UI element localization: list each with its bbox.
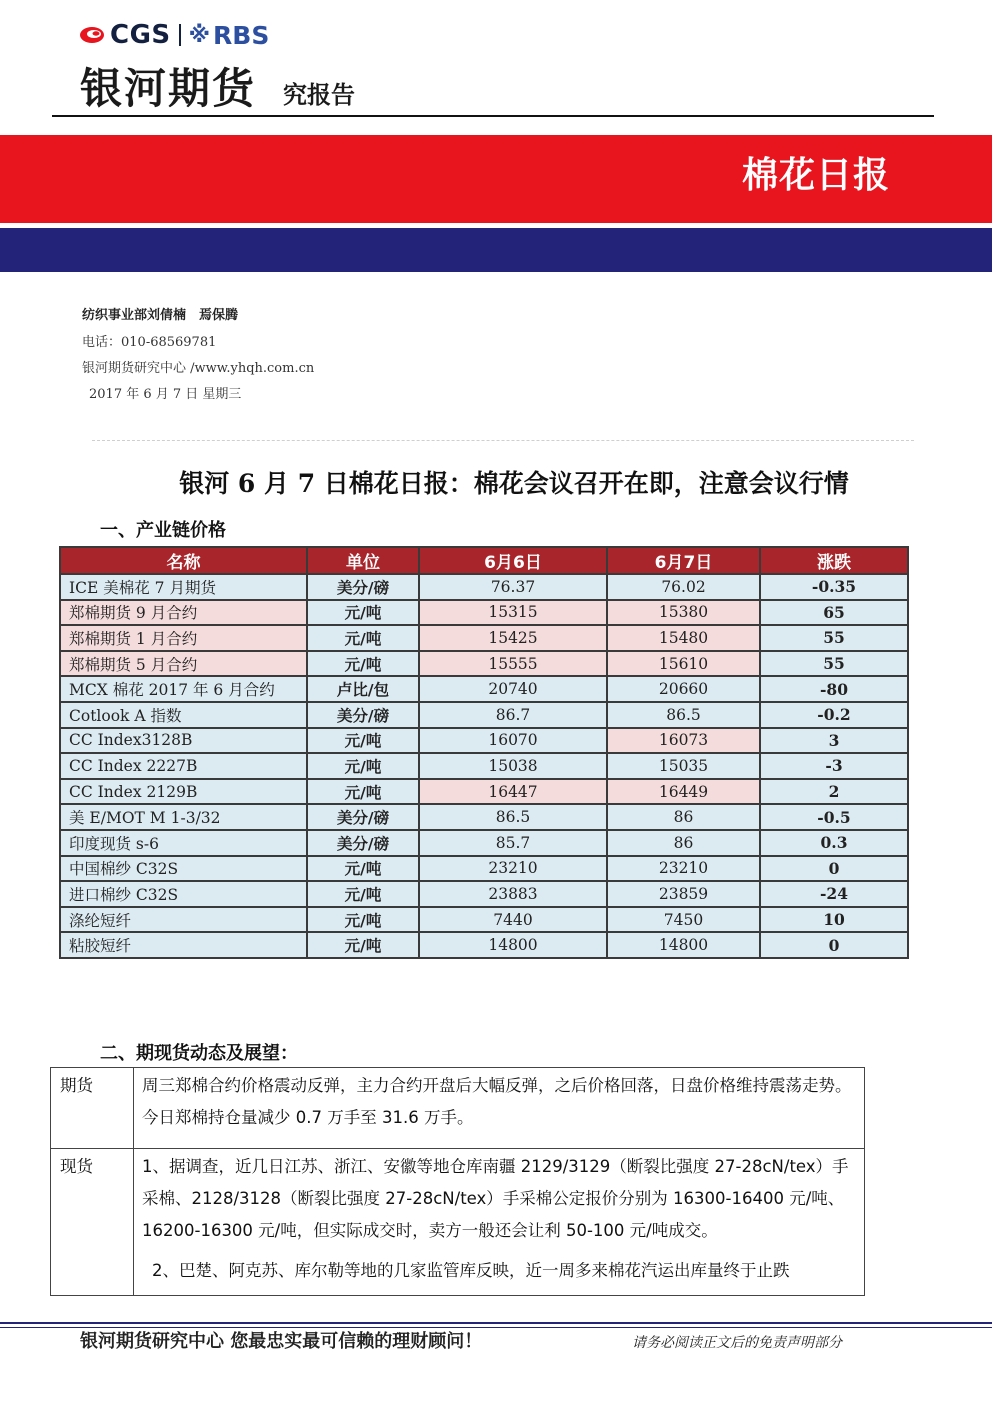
brand-rbs: RBS — [213, 20, 270, 50]
row-value-jun6: 23210 — [419, 856, 607, 882]
footer-disclaimer-note: 请务必阅读正文后的免责声明部分 — [632, 1335, 842, 1351]
table-row — [60, 804, 908, 830]
spot-paragraph-2: 2、巴楚、阿克苏、库尔勒等地的几家监管库反映，近一周多来棉花汽运出库量终于止跌 — [152, 1261, 790, 1280]
row-change: 65 — [760, 600, 908, 626]
row-name: 涤纶短纤 — [60, 907, 307, 933]
row-change: -0.35 — [760, 574, 908, 600]
table-row — [60, 600, 908, 626]
dashed-divider — [92, 440, 914, 441]
row-unit: 美分/磅 — [307, 804, 419, 830]
row-value-jun6: 85.7 — [419, 830, 607, 856]
author-dept: 纺织事业部刘倩楠 焉保腾 — [82, 308, 239, 323]
row-unit: 美分/磅 — [307, 702, 419, 728]
row-name: 郑棉期货 9 月合约 — [60, 600, 307, 626]
brand-cgs: CGS — [110, 20, 171, 50]
column-header: 单位 — [307, 547, 419, 574]
table-row — [60, 651, 908, 677]
row-name: MCX 棉花 2017 年 6 月合约 — [60, 676, 307, 702]
column-header: 6月7日 — [607, 547, 760, 574]
table-row — [60, 676, 908, 702]
row-unit: 元/吨 — [307, 728, 419, 754]
banner-title: 棉花日报 — [741, 155, 890, 196]
row-unit: 元/吨 — [307, 651, 419, 677]
table-row — [60, 856, 908, 882]
table-row — [60, 881, 908, 907]
row-value-jun7: 16449 — [607, 779, 760, 805]
row-value-jun7: 76.02 — [607, 574, 760, 600]
research-center-link[interactable]: 银河期货研究中心 /www.yhqh.com.cn — [82, 361, 315, 376]
brand-name-cn: 银河期货 — [80, 64, 257, 113]
spot-label: 现货 — [51, 1149, 134, 1296]
row-change: -24 — [760, 881, 908, 907]
footer-rule — [0, 1322, 992, 1324]
row-unit: 元/吨 — [307, 600, 419, 626]
table-row — [60, 830, 908, 856]
row-name: CC Index 2227B — [60, 753, 307, 779]
row-value-jun6: 15555 — [419, 651, 607, 677]
row-name: 郑棉期货 1 月合约 — [60, 625, 307, 651]
row-value-jun6: 76.37 — [419, 574, 607, 600]
row-unit: 元/吨 — [307, 779, 419, 805]
row-value-jun7: 86 — [607, 804, 760, 830]
spot-paragraph-1: 1、据调查，近几日江苏、浙江、安徽等地仓库南疆 2129/3129（断裂比强度 27-28cN/tex）手采棉、2128/3128（断裂比强度 27-28cN/tex）手采棉公定报价分别为 16300-16400 元/吨、16200-16300 元/吨，但实际成交时，卖方一般还会让利 50-100 元/吨成交。 — [142, 1157, 849, 1240]
row-name: 印度现货 s-6 — [60, 830, 307, 856]
section-heading-prices: 一、产业链价格 — [100, 520, 226, 541]
row-unit: 美分/磅 — [307, 830, 419, 856]
spot-commentary — [134, 1149, 865, 1296]
row-unit: 元/吨 — [307, 753, 419, 779]
row-name: CC Index 2129B — [60, 779, 307, 805]
row-change: -80 — [760, 676, 908, 702]
column-header: 名称 — [60, 547, 307, 574]
author-phone: 电话：010-68569781 — [82, 335, 217, 350]
outlook-table — [50, 1067, 865, 1296]
row-value-jun6: 15038 — [419, 753, 607, 779]
row-change: -3 — [760, 753, 908, 779]
price-table — [59, 546, 909, 959]
row-name: 中国棉纱 C32S — [60, 856, 307, 882]
row-value-jun6: 20740 — [419, 676, 607, 702]
row-change: 55 — [760, 651, 908, 677]
row-name: ICE 美棉花 7 月期货 — [60, 574, 307, 600]
row-unit: 元/吨 — [307, 625, 419, 651]
row-value-jun6: 15315 — [419, 600, 607, 626]
banner-stripe — [0, 228, 992, 272]
row-value-jun7: 7450 — [607, 907, 760, 933]
row-value-jun7: 86.5 — [607, 702, 760, 728]
row-value-jun6: 86.7 — [419, 702, 607, 728]
row-change: 0 — [760, 856, 908, 882]
row-value-jun7: 86 — [607, 830, 760, 856]
row-name: 美 E/MOT M 1-3/32 — [60, 804, 307, 830]
row-value-jun7: 23210 — [607, 856, 760, 882]
row-name: CC Index3128B — [60, 728, 307, 754]
header-divider — [52, 115, 934, 117]
row-value-jun6: 14800 — [419, 932, 607, 958]
table-row — [60, 702, 908, 728]
table-row — [60, 779, 908, 805]
row-change: 0 — [760, 932, 908, 958]
row-value-jun7: 20660 — [607, 676, 760, 702]
logo — [78, 18, 269, 52]
report-date: 2017 年 6 月 7 日 星期三 — [89, 387, 242, 402]
row-change: 2 — [760, 779, 908, 805]
row-name: 进口棉纱 C32S — [60, 881, 307, 907]
row-change: -0.5 — [760, 804, 908, 830]
row-value-jun6: 86.5 — [419, 804, 607, 830]
row-name: 粘胶短纤 — [60, 932, 307, 958]
row-unit: 元/吨 — [307, 856, 419, 882]
row-unit: 卢比/包 — [307, 676, 419, 702]
cgs-swirl-icon — [78, 24, 106, 46]
futures-label: 期货 — [51, 1068, 134, 1149]
table-row — [60, 728, 908, 754]
table-header-row — [60, 547, 908, 574]
row-value-jun6: 7440 — [419, 907, 607, 933]
row-change: 55 — [760, 625, 908, 651]
row-value-jun6: 16070 — [419, 728, 607, 754]
row-name: Cotlook A 指数 — [60, 702, 307, 728]
row-value-jun7: 23859 — [607, 881, 760, 907]
row-change: 10 — [760, 907, 908, 933]
rbs-mark-icon: ※ — [188, 22, 211, 48]
footer-slogan: 银河期货研究中心 您最忠实最可信赖的理财顾问！ — [80, 1331, 483, 1352]
row-unit: 元/吨 — [307, 932, 419, 958]
row-value-jun7: 15610 — [607, 651, 760, 677]
table-row — [60, 907, 908, 933]
brand-separator — [179, 24, 181, 46]
row-value-jun6: 16447 — [419, 779, 607, 805]
row-unit: 元/吨 — [307, 907, 419, 933]
table-row — [60, 625, 908, 651]
row-value-jun7: 15480 — [607, 625, 760, 651]
table-row — [60, 932, 908, 958]
row-value-jun7: 15380 — [607, 600, 760, 626]
row-value-jun6: 15425 — [419, 625, 607, 651]
table-row — [60, 753, 908, 779]
table-row — [51, 1149, 865, 1296]
table-row — [60, 574, 908, 600]
row-value-jun7: 15035 — [607, 753, 760, 779]
row-change: 0.3 — [760, 830, 908, 856]
row-name: 郑棉期货 5 月合约 — [60, 651, 307, 677]
row-unit: 元/吨 — [307, 881, 419, 907]
column-header: 6月6日 — [419, 547, 607, 574]
row-change: 3 — [760, 728, 908, 754]
futures-commentary: 周三郑棉合约价格震动反弹，主力合约开盘后大幅反弹，之后价格回落，日盘价格维持震荡走势。今日郑棉持仓量减少 0.7 万手至 31.6 万手。 — [134, 1068, 865, 1149]
section-heading-outlook: 二、期现货动态及展望： — [100, 1043, 298, 1064]
table-row — [51, 1068, 865, 1149]
document-title: 银河 6 月 7 日棉花日报：棉花会议召开在即，注意会议行情 — [179, 469, 849, 498]
row-value-jun6: 23883 — [419, 881, 607, 907]
row-value-jun7: 16073 — [607, 728, 760, 754]
row-unit: 美分/磅 — [307, 574, 419, 600]
column-header: 涨跌 — [760, 547, 908, 574]
row-change: -0.2 — [760, 702, 908, 728]
report-type: 究报告 — [283, 81, 355, 109]
row-value-jun7: 14800 — [607, 932, 760, 958]
